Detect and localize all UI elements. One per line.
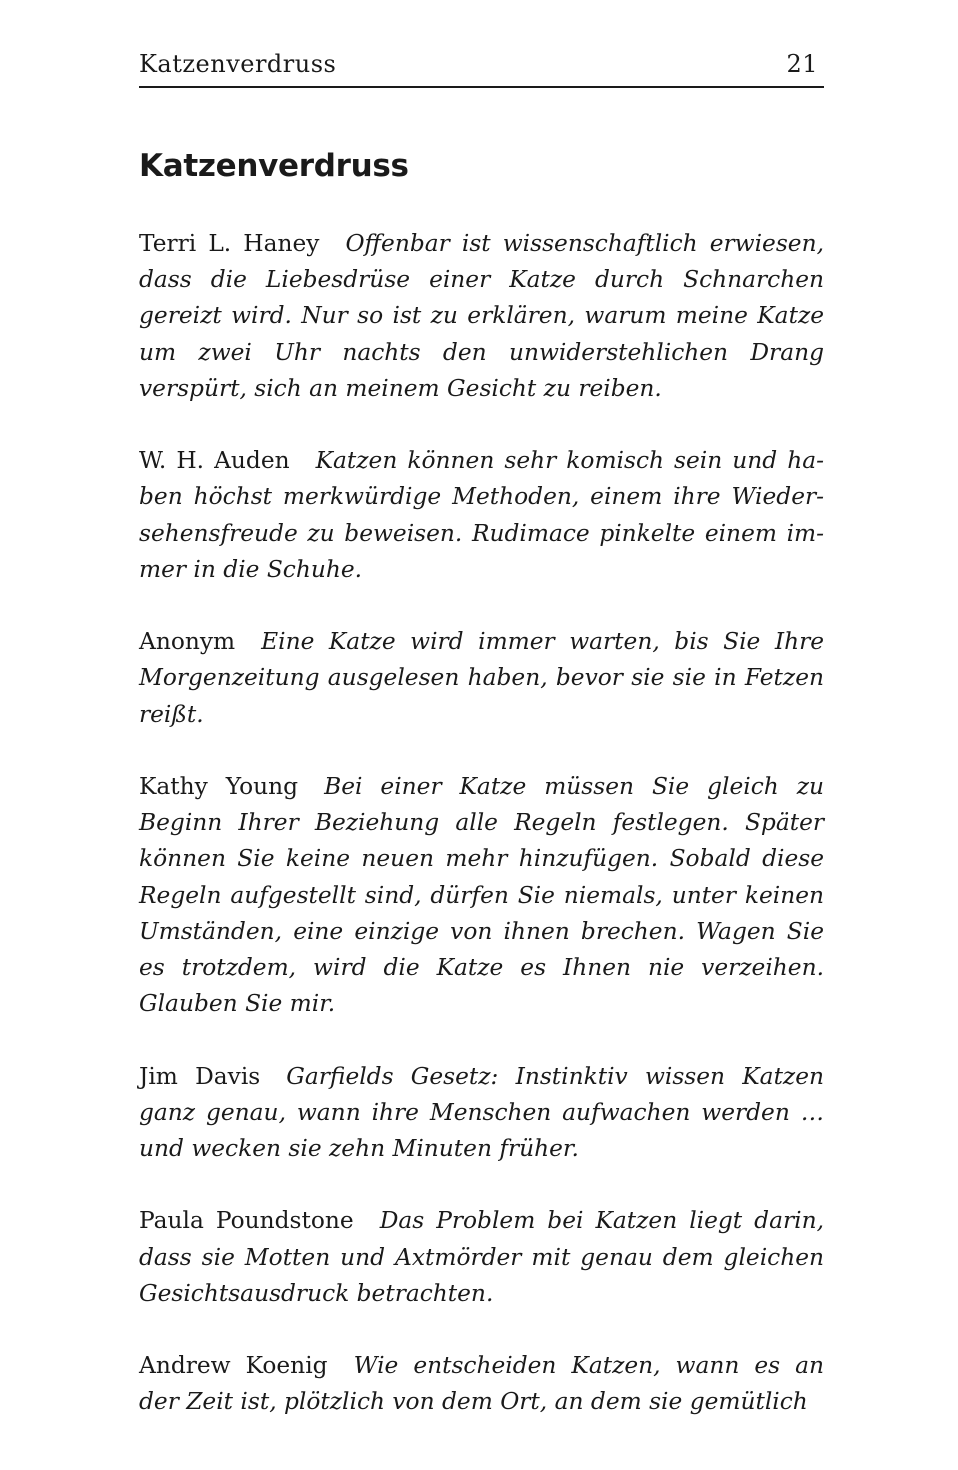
running-header (139, 48, 824, 88)
quote-author: Andrew Koenig (139, 1352, 328, 1380)
quote-text: Wie entscheiden Katzen, wann es an der Zeit ist, plötzlich von dem Ort, an dem sie gemütlich (139, 1352, 824, 1416)
quote-text: Bei einer Katze müssen Sie gleich zu Beginn Ihrer Beziehung alle Regeln festlegen. Später können Sie keine neuen mehr hinzufügen. Sobald diese Regeln aufgestellt sind, dürfen Sie niemals, unter keinen Umständen, eine einzige von ihnen brechen. Wagen Sie es trotzdem, wird die Katze es Ihnen nie verzeihen. Glauben Sie mir. (139, 773, 825, 1018)
quote-entry (139, 443, 824, 588)
quote-author: Kathy Young (139, 773, 299, 800)
quote-entry (139, 226, 824, 407)
quote-entry (139, 1059, 824, 1168)
quote-entry (139, 769, 824, 1022)
quote-text: Offenbar ist wissenschaftlich erwiesen, dass die Liebesdrüse einer Katze durch Schnarchen gereizt wird. Nur so ist zu erklären, warum meine Katze um zwei Uhr nachts den unwiderstehlichen Drang verspürt, sich an meinem Gesicht zu reiben. (139, 230, 824, 402)
running-title: Katzenverdruss (139, 50, 337, 78)
quote-author: Anonym (139, 628, 236, 656)
quote-author: Jim Davis (139, 1062, 261, 1090)
quote-author: Paula Poundstone (139, 1207, 354, 1235)
quote-text: Das Problem bei Katzen liegt darin, dass sie Motten und Axtmörder mit genau dem gleichen Gesichtsausdruck betrachten. (139, 1207, 824, 1307)
quote-text: Eine Katze wird immer warten, bis Sie Ihre Morgenzeitung ausgelesen haben, bevor sie sie in Fetzen reißt. (139, 628, 824, 728)
quote-text: Katzen können sehr komisch sein und haben höchst merkwürdige Methoden, einem ihre Wiedersehensfreude zu beweisen. Rudimace pinkelte einem immer in die Schuhe. (139, 447, 825, 583)
quote-entry (139, 624, 824, 733)
quote-author: W. H. Auden (139, 447, 290, 475)
quote-text: Garfields Gesetz: Instinktiv wissen Katzen ganz genau, wann ihre Menschen aufwachen werden … und wecken sie zehn Minuten früher. (139, 1062, 824, 1163)
page-number: 21 (786, 50, 818, 78)
quote-entry (139, 1203, 824, 1312)
chapter-title: Katzenverdruss (139, 148, 409, 184)
quote-list (139, 226, 824, 1457)
quote-author: Terri L. Haney (139, 230, 320, 257)
quote-entry (139, 1348, 824, 1420)
